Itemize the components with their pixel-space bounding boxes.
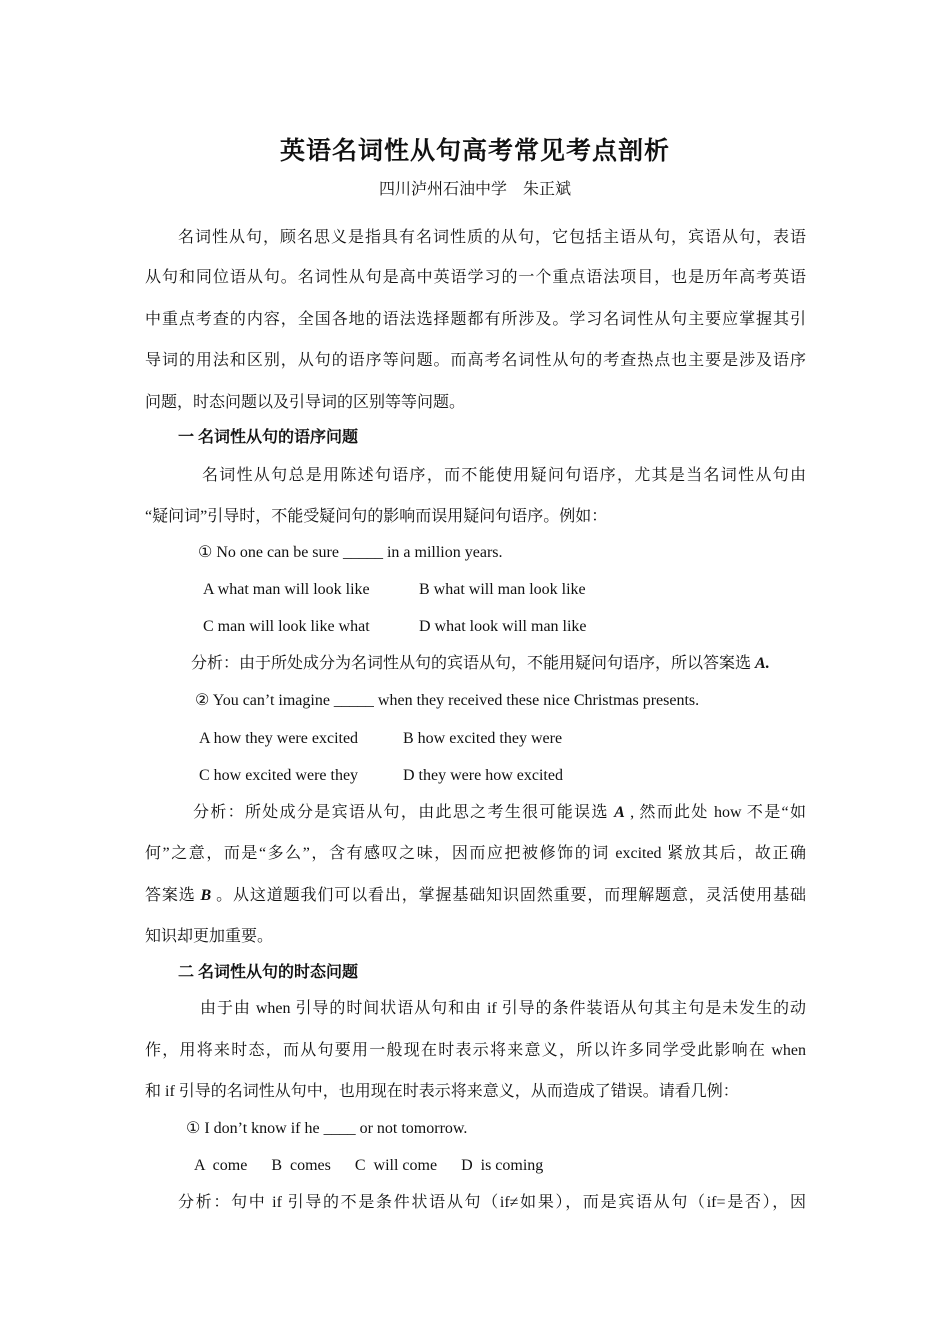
intro-line: 名词性从句，顾名思义是指具有名词性质的从句，它包括主语从句，宾语从句，表语 (178, 229, 806, 246)
option-b: B how excited they were (403, 730, 563, 747)
intro-line: 中重点考查的内容，全国各地的语法选择题都有所涉及。学习名词性从句主要应掌握其引 (145, 311, 806, 328)
section-heading: 二 名词性从句的时态问题 (178, 964, 359, 981)
intro-line: 导词的用法和区别，从句的语序等问题。而高考名词性从句的考查热点也主要是涉及语序 (145, 352, 806, 369)
options-line: A come B comes C will come D is coming (194, 1157, 544, 1174)
author-line: 四川泸州石油中学 朱正斌 (378, 181, 571, 198)
intro-line: 问题，时态问题以及引导词的区别等等问题。 (145, 394, 466, 411)
analysis-line (145, 885, 806, 907)
section-paragraph-line: 名词性从句总是用陈述句语序，而不能使用疑问句语序，尤其是当名词性从句由 (202, 467, 806, 484)
answer-key: A (614, 804, 625, 821)
question-stem: ① I don’t know if he ____ or not tomorrow. (186, 1120, 468, 1137)
analysis-line (191, 653, 770, 675)
section-heading: 一 名词性从句的语序问题 (178, 429, 359, 446)
section-paragraph-line: 和 if 引导的名词性从句中，也用现在时表示将来意义，从而造成了错误。请看几例： (145, 1083, 739, 1100)
analysis-line: 知识却更加重要。 (145, 928, 274, 945)
analysis-line (193, 802, 806, 824)
analysis-text: 答案选 (145, 887, 201, 904)
option-a: A what man will look like (203, 581, 370, 598)
analysis-line: 分析：句中 if 引导的不是条件状语从句（if≠如果），而是宾语从句（if=是否），因 (178, 1194, 806, 1211)
intro-line: 从句和同位语从句。名词性从句是高中英语学习的一个重点语法项目，也是历年高考英语 (145, 269, 806, 286)
option-d: D what look will man like (419, 618, 587, 635)
analysis-text: 。从这道题我们可以看出，掌握基础知识固然重要，而理解题意，灵活使用基础 (211, 887, 806, 904)
document-title: 英语名词性从句高考常见考点剖析 (279, 138, 670, 165)
option-b: B what will man look like (419, 581, 586, 598)
analysis-line: 何”之意，而是“多么”，含有感叹之味，因而应把被修饰的词 excited 紧放其后，故正确 (145, 845, 806, 862)
question-stem: ② You can’t imagine _____ when they received these nice Christmas presents. (195, 692, 700, 709)
analysis-text: 分析：所处成分是宾语从句，由此思之考生很可能误选 (193, 804, 615, 821)
option-c: C how excited were they (199, 767, 359, 784)
option-d: D they were how excited (403, 767, 563, 784)
answer-key: B (200, 887, 212, 904)
section-paragraph-line: 由于由 when 引导的时间状语从句和由 if 引导的条件装语从句其主句是未发生的动 (200, 1000, 806, 1017)
option-a: A how they were excited (199, 730, 359, 747)
section-paragraph-line: “疑问词”引导时，不能受疑问句的影响而误用疑问句语序。例如： (145, 508, 608, 525)
answer-key: A. (755, 655, 770, 672)
option-c: C man will look like what (203, 618, 370, 635)
question-stem: ① No one can be sure _____ in a million years. (198, 544, 503, 561)
analysis-text: 分析：由于所处成分为名词性从句的宾语从句，不能用疑问句语序，所以答案选 (191, 655, 756, 672)
section-paragraph-line: 作，用将来时态，而从句要用一般现在时表示将来意义，所以许多同学受此影响在 when (145, 1042, 806, 1059)
analysis-text: , 然而此处 how 不是“如 (624, 804, 806, 821)
